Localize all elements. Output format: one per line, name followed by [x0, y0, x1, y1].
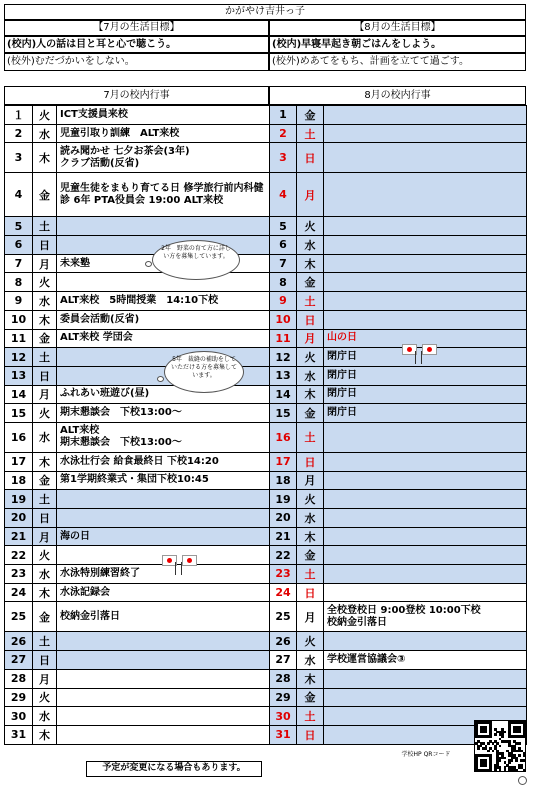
weekday: 日: [297, 143, 324, 173]
schedule-change-notice: 予定が変更になる場合もあります。: [86, 761, 262, 777]
weekday: 木: [297, 254, 324, 273]
table-row: [270, 329, 527, 348]
table-row: [270, 422, 527, 452]
weekday: 水: [33, 565, 57, 584]
weekday: 日: [297, 725, 324, 744]
day-number: 3: [5, 143, 33, 173]
weekday: 火: [297, 490, 324, 509]
circle-mark-icon: [518, 776, 527, 785]
event-text: ふれあい班遊び(昼): [57, 385, 270, 404]
table-row: [270, 546, 527, 565]
table-row: [5, 509, 270, 528]
weekday: 土: [33, 348, 57, 367]
day-number: 24: [270, 583, 297, 602]
weekday: 月: [297, 471, 324, 490]
day-number: 3: [270, 143, 297, 173]
weekday: 日: [297, 310, 324, 329]
weekday: 火: [33, 106, 57, 125]
july-goal-inner: (校内)人の話は目と耳と心で聴こう。: [4, 36, 269, 53]
table-row: [5, 143, 270, 173]
day-number: 12: [270, 348, 297, 367]
event-text: 学校運営協議会③: [324, 651, 527, 670]
day-number: 11: [270, 329, 297, 348]
july-events-header: 7月の校内行事: [4, 86, 269, 105]
event-text: 期末懇談会 下校13:00〜: [57, 404, 270, 423]
table-row: [5, 490, 270, 509]
table-row: [270, 527, 527, 546]
table-row: [5, 106, 270, 125]
event-text: 第1学期終業式・集団下校10:45: [57, 471, 270, 490]
event-text: [324, 310, 527, 329]
table-row: [5, 217, 270, 236]
day-number: 20: [5, 509, 33, 528]
weekday: 日: [33, 366, 57, 385]
table-row: [270, 143, 527, 173]
thought-dot: [157, 376, 164, 382]
weekday: 火: [297, 348, 324, 367]
event-text: [57, 669, 270, 688]
july-goal-header: 【7月の生活目標】: [4, 20, 269, 36]
day-number: 14: [5, 385, 33, 404]
event-text: [57, 688, 270, 707]
weekday: 木: [33, 725, 57, 744]
day-number: 4: [5, 173, 33, 217]
weekday: 金: [33, 173, 57, 217]
event-text: 水泳特別練習終了: [57, 565, 270, 584]
weekday: 水: [297, 509, 324, 528]
table-row: [270, 366, 527, 385]
weekday: 水: [33, 707, 57, 726]
weekday: 金: [33, 471, 57, 490]
day-number: 13: [270, 366, 297, 385]
sewing-volunteer-bubble: [164, 351, 244, 393]
weekday: 月: [297, 602, 324, 632]
table-row: [5, 669, 270, 688]
day-number: 30: [5, 707, 33, 726]
table-row: [270, 348, 527, 367]
day-number: 17: [270, 452, 297, 471]
event-text: [324, 583, 527, 602]
day-number: 19: [270, 490, 297, 509]
day-number: 8: [5, 273, 33, 292]
table-row: [5, 651, 270, 670]
weekday: 日: [33, 236, 57, 255]
aug-events-header: 8月の校内行事: [269, 86, 526, 105]
table-row: [5, 707, 270, 726]
event-text: 児童引取り訓練 ALT来校: [57, 124, 270, 143]
day-number: 26: [270, 632, 297, 651]
day-number: 17: [5, 452, 33, 471]
day-number: 5: [5, 217, 33, 236]
day-number: 16: [270, 422, 297, 452]
weekday: 日: [33, 509, 57, 528]
weekday: 水: [297, 236, 324, 255]
event-text: [324, 546, 527, 565]
event-text: [57, 490, 270, 509]
event-text: [324, 471, 527, 490]
table-row: [270, 124, 527, 143]
event-text: 海の日: [57, 527, 270, 546]
day-number: 23: [270, 565, 297, 584]
event-text: ALT来校 期末懇談会 下校13:00〜: [57, 422, 270, 452]
day-number: 10: [5, 310, 33, 329]
aug-calendar: [269, 105, 527, 745]
table-row: [270, 106, 527, 125]
table-row: [5, 527, 270, 546]
aug-goal-outer: (校外)めあてをもち、計画を立てて過ごす。: [269, 53, 526, 71]
day-number: 12: [5, 348, 33, 367]
qr-label: 学校HP QRコード: [401, 751, 451, 758]
national-flags-icon: [400, 342, 440, 368]
table-row: [270, 173, 527, 217]
table-row: [5, 632, 270, 651]
weekday: 土: [297, 422, 324, 452]
day-number: 15: [5, 404, 33, 423]
table-row: [5, 602, 270, 632]
event-text: ICT支援員来校: [57, 106, 270, 125]
event-text: [57, 651, 270, 670]
table-row: [270, 490, 527, 509]
day-number: 13: [5, 366, 33, 385]
table-row: [270, 651, 527, 670]
day-number: 4: [270, 173, 297, 217]
aug-goal-inner: (校内)早寝早起き朝ごはんをしよう。: [269, 36, 526, 53]
day-number: 29: [5, 688, 33, 707]
day-number: 2: [5, 124, 33, 143]
weekday: 木: [297, 527, 324, 546]
event-text: [324, 217, 527, 236]
thought-dot: [145, 261, 152, 267]
event-text: [324, 565, 527, 584]
event-text: [57, 509, 270, 528]
weekday: 金: [33, 602, 57, 632]
weekday: 土: [33, 632, 57, 651]
table-row: [270, 217, 527, 236]
event-text: [324, 143, 527, 173]
weekday: 土: [33, 217, 57, 236]
table-row: [270, 273, 527, 292]
weekday: 木: [33, 583, 57, 602]
weekday: 水: [297, 651, 324, 670]
event-text: 水泳記録会: [57, 583, 270, 602]
event-text: [324, 632, 527, 651]
event-text: 全校登校日 9:00登校 10:00下校 校納金引落日: [324, 602, 527, 632]
weekday: 火: [33, 688, 57, 707]
weekday: 木: [33, 143, 57, 173]
table-row: [270, 471, 527, 490]
weekday: 火: [33, 273, 57, 292]
day-number: 5: [270, 217, 297, 236]
day-number: 18: [5, 471, 33, 490]
table-row: [5, 565, 270, 584]
table-row: [5, 452, 270, 471]
table-row: [5, 273, 270, 292]
event-text: [324, 124, 527, 143]
weekday: 日: [297, 452, 324, 471]
farm-volunteer-text: 2年 野菜の育て方に詳しい方を募集しています。: [161, 245, 231, 260]
table-row: [5, 471, 270, 490]
event-text: [57, 632, 270, 651]
table-row: [5, 422, 270, 452]
event-text: 閉庁日: [324, 366, 527, 385]
farm-volunteer-bubble: [152, 240, 240, 280]
event-text: 校納金引落日: [57, 602, 270, 632]
day-number: 22: [5, 546, 33, 565]
weekday: 火: [33, 546, 57, 565]
table-row: [270, 632, 527, 651]
event-text: [324, 688, 527, 707]
day-number: 1: [270, 106, 297, 125]
table-row: [5, 292, 270, 311]
event-text: [324, 106, 527, 125]
day-number: 28: [270, 669, 297, 688]
weekday: 日: [33, 651, 57, 670]
table-row: [270, 509, 527, 528]
day-number: 31: [270, 725, 297, 744]
day-number: 21: [5, 527, 33, 546]
table-row: [270, 254, 527, 273]
weekday: 水: [33, 124, 57, 143]
table-row: [270, 404, 527, 423]
day-number: 23: [5, 565, 33, 584]
table-row: [270, 236, 527, 255]
event-text: 閉庁日: [324, 348, 527, 367]
aug-goal-header: 【8月の生活目標】: [269, 20, 526, 36]
sewing-volunteer-text: 5年 裁縫の補助をしていただける方を募集しています。: [171, 356, 238, 379]
table-row: [5, 124, 270, 143]
weekday: 木: [297, 669, 324, 688]
event-text: [57, 217, 270, 236]
weekday: 土: [297, 124, 324, 143]
weekday: 土: [33, 490, 57, 509]
day-number: 7: [270, 254, 297, 273]
table-row: [270, 452, 527, 471]
weekday: 日: [297, 583, 324, 602]
table-row: [5, 725, 270, 744]
weekday: 水: [33, 422, 57, 452]
day-number: 19: [5, 490, 33, 509]
day-number: 16: [5, 422, 33, 452]
qr-code-icon[interactable]: [474, 720, 526, 772]
table-row: [5, 583, 270, 602]
day-number: 9: [5, 292, 33, 311]
event-text: [324, 173, 527, 217]
weekday: 木: [33, 310, 57, 329]
table-row: [5, 329, 270, 348]
weekday: 金: [297, 273, 324, 292]
weekday: 木: [33, 452, 57, 471]
event-text: [324, 273, 527, 292]
weekday: 水: [297, 366, 324, 385]
table-row: [270, 310, 527, 329]
weekday: 金: [297, 404, 324, 423]
page-title: かがやけ吉井っ子: [4, 4, 526, 20]
event-text: [324, 509, 527, 528]
table-row: [5, 310, 270, 329]
table-row: [270, 385, 527, 404]
day-number: 8: [270, 273, 297, 292]
event-text: 閉庁日: [324, 404, 527, 423]
event-text: ALT来校 学団会: [57, 329, 270, 348]
day-number: 20: [270, 509, 297, 528]
calendar-page: [4, 4, 526, 774]
event-text: 児童生徒をまもり育てる日 修学旅行前内科健診 6年 PTA役員会 19:00 ALT来校: [57, 173, 270, 217]
day-number: 28: [5, 669, 33, 688]
weekday: 月: [297, 173, 324, 217]
day-number: 18: [270, 471, 297, 490]
day-number: 26: [5, 632, 33, 651]
weekday: 金: [297, 106, 324, 125]
weekday: 火: [297, 632, 324, 651]
day-number: 22: [270, 546, 297, 565]
weekday: 月: [297, 329, 324, 348]
weekday: 金: [33, 329, 57, 348]
table-row: [270, 688, 527, 707]
weekday: 月: [33, 254, 57, 273]
weekday: 月: [33, 527, 57, 546]
weekday: 月: [33, 385, 57, 404]
weekday: 金: [297, 546, 324, 565]
table-row: [270, 565, 527, 584]
day-number: 29: [270, 688, 297, 707]
event-text: 未来塾: [57, 254, 270, 273]
table-row: [270, 602, 527, 632]
weekday: 火: [33, 404, 57, 423]
event-text: [324, 254, 527, 273]
event-text: [324, 490, 527, 509]
day-number: 30: [270, 707, 297, 726]
weekday: 水: [33, 292, 57, 311]
event-text: [324, 292, 527, 311]
table-row: [5, 546, 270, 565]
event-text: [57, 725, 270, 744]
national-flags-icon: [160, 553, 200, 579]
event-text: 閉庁日: [324, 385, 527, 404]
event-text: 山の日: [324, 329, 527, 348]
event-text: 水泳壮行会 給食最終日 下校14:20: [57, 452, 270, 471]
weekday: 土: [297, 707, 324, 726]
day-number: 6: [5, 236, 33, 255]
day-number: 25: [270, 602, 297, 632]
day-number: 24: [5, 583, 33, 602]
weekday: 土: [297, 292, 324, 311]
day-number: 9: [270, 292, 297, 311]
event-text: [324, 236, 527, 255]
july-calendar: [4, 105, 270, 745]
day-number: 11: [5, 329, 33, 348]
day-number: 15: [270, 404, 297, 423]
table-row: [270, 583, 527, 602]
table-row: [270, 292, 527, 311]
event-text: [324, 452, 527, 471]
event-text: [324, 422, 527, 452]
weekday: 金: [297, 688, 324, 707]
day-number: 27: [5, 651, 33, 670]
table-row: [5, 688, 270, 707]
day-number: 25: [5, 602, 33, 632]
day-number: 10: [270, 310, 297, 329]
weekday: 土: [297, 565, 324, 584]
day-number: 6: [270, 236, 297, 255]
july-goal-outer: (校外)むだづかいをしない。: [4, 53, 269, 71]
event-text: [324, 527, 527, 546]
day-number: １: [5, 106, 33, 125]
event-text: ALT来校 5時間授業 14:10下校: [57, 292, 270, 311]
table-row: [5, 404, 270, 423]
weekday: 火: [297, 217, 324, 236]
event-text: [57, 273, 270, 292]
day-number: 14: [270, 385, 297, 404]
event-text: [324, 669, 527, 688]
day-number: 7: [5, 254, 33, 273]
day-number: 31: [5, 725, 33, 744]
weekday: 木: [297, 385, 324, 404]
day-number: 27: [270, 651, 297, 670]
table-row: [5, 173, 270, 217]
day-number: 21: [270, 527, 297, 546]
event-text: [57, 707, 270, 726]
weekday: 月: [33, 669, 57, 688]
table-row: [270, 669, 527, 688]
event-text: 読み聞かせ 七夕お茶会(3年) クラブ活動(反省): [57, 143, 270, 173]
event-text: 委員会活動(反省): [57, 310, 270, 329]
day-number: 2: [270, 124, 297, 143]
